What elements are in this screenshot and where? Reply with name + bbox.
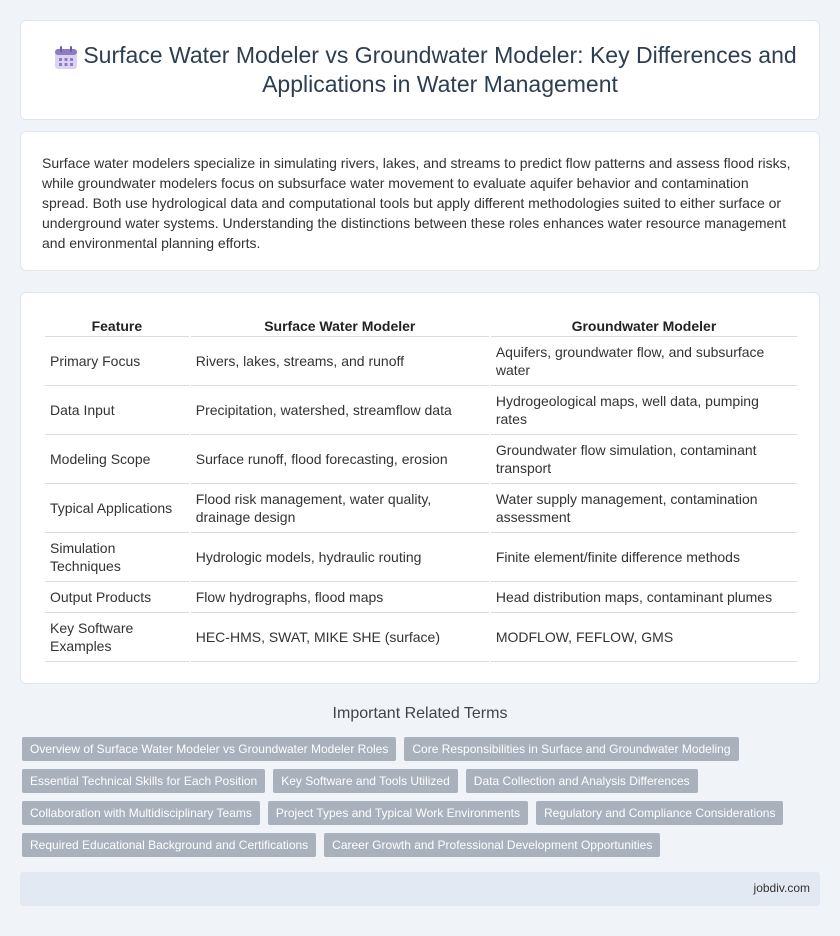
table-cell-surface: Flow hydrographs, flood maps <box>191 582 489 613</box>
related-term-tag[interactable]: Overview of Surface Water Modeler vs Groundwater Modeler Roles <box>22 737 396 761</box>
table-cell-groundwater: Aquifers, groundwater flow, and subsurface water <box>491 337 797 386</box>
table-cell-surface: Flood risk management, water quality, drainage design <box>191 484 489 533</box>
table-header-groundwater: Groundwater Modeler <box>491 315 797 337</box>
footer <box>20 872 820 906</box>
table-row <box>45 337 797 386</box>
table-header-feature: Feature <box>45 315 189 337</box>
comparison-table-card <box>20 292 820 684</box>
related-term-tag[interactable]: Key Software and Tools Utilized <box>273 769 458 793</box>
related-term-tag[interactable]: Collaboration with Multidisciplinary Teams <box>22 801 260 825</box>
table-cell-feature: Primary Focus <box>45 337 189 386</box>
table-cell-surface: Precipitation, watershed, streamflow data <box>191 386 489 435</box>
table-cell-feature: Key Software Examples <box>45 613 189 662</box>
table-row <box>45 582 797 613</box>
table-cell-groundwater: MODFLOW, FEFLOW, GMS <box>491 613 797 662</box>
related-term-tag[interactable]: Essential Technical Skills for Each Position <box>22 769 265 793</box>
table-cell-groundwater: Water supply management, contamination assessment <box>491 484 797 533</box>
intro-card <box>20 131 820 271</box>
table-header-surface: Surface Water Modeler <box>191 315 489 337</box>
table-cell-surface: Surface runoff, flood forecasting, erosion <box>191 435 489 484</box>
intro-paragraph: Surface water modelers specialize in simulating rivers, lakes, and streams to predict flow patterns and assess flood risks, while groundwater modelers focus on subsurface water movement to evaluate aquifer behavior and contamination spread. Both use hydrological data and computational tools but apply different methodologies suited to either surface or underground water systems. Understanding the distinctions between these roles enhances water resource management and environmental planning efforts. <box>42 155 791 251</box>
comparison-table <box>43 315 799 662</box>
related-terms-heading: Important Related Terms <box>332 705 508 722</box>
table-cell-surface: HEC-HMS, SWAT, MIKE SHE (surface) <box>191 613 489 662</box>
related-term-tag[interactable]: Career Growth and Professional Development Opportunities <box>324 833 660 857</box>
table-cell-feature: Typical Applications <box>45 484 189 533</box>
related-term-tag[interactable]: Project Types and Typical Work Environments <box>268 801 528 825</box>
table-cell-feature: Modeling Scope <box>45 435 189 484</box>
table-row <box>45 484 797 533</box>
related-term-tag[interactable]: Regulatory and Compliance Considerations <box>536 801 783 825</box>
footer-site-link[interactable]: jobdiv.com <box>753 881 810 895</box>
table-row <box>45 435 797 484</box>
table-cell-surface: Rivers, lakes, streams, and runoff <box>191 337 489 386</box>
table-cell-feature: Simulation Techniques <box>45 533 189 582</box>
table-cell-surface: Hydrologic models, hydraulic routing <box>191 533 489 582</box>
table-cell-groundwater: Groundwater flow simulation, contaminant transport <box>491 435 797 484</box>
related-terms-list <box>22 737 812 857</box>
related-term-tag[interactable]: Core Responsibilities in Surface and Groundwater Modeling <box>404 737 738 761</box>
related-term-tag[interactable]: Data Collection and Analysis Differences <box>466 769 698 793</box>
table-row <box>45 613 797 662</box>
related-term-tag[interactable]: Required Educational Background and Certifications <box>22 833 316 857</box>
table-row <box>45 533 797 582</box>
table-cell-feature: Output Products <box>45 582 189 613</box>
title-card <box>20 20 820 120</box>
table-row <box>45 386 797 435</box>
table-cell-groundwater: Hydrogeological maps, well data, pumping rates <box>491 386 797 435</box>
table-cell-groundwater: Finite element/finite difference methods <box>491 533 797 582</box>
table-cell-groundwater: Head distribution maps, contaminant plumes <box>491 582 797 613</box>
table-cell-feature: Data Input <box>45 386 189 435</box>
page-title: Surface Water Modeler vs Groundwater Modeler: Key Differences and Applications in Water Management <box>83 42 797 97</box>
